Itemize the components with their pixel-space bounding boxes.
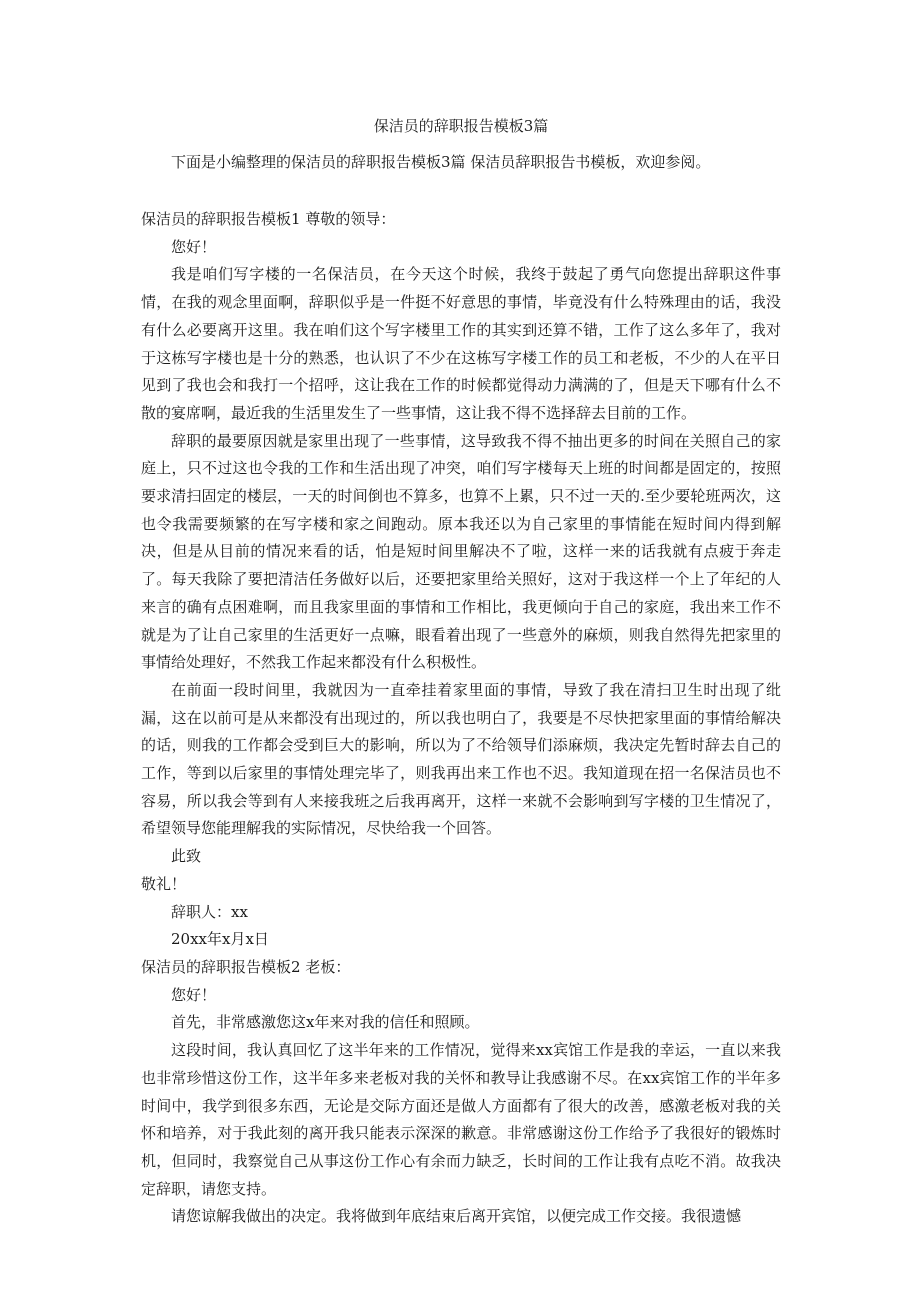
letter1-paragraph: 我是咱们写字楼的一名保洁员，在今天这个时候，我终于鼓起了勇气向您提出辞职这件事情，在我的观念里面啊，辞职似乎是一件挺不好意思的事情，毕竟没有什么特殊理由的话，我没有什么必要离开这里。我在咱们这个写字楼里工作的其实到还算不错，工作了这么多年了，我对于这栋写字楼也是十分的熟悉，也认识了不少在这栋写字楼工作的员工和老板，不少的人在平日见到了我也会和我打一个招呼，这让我在工作的时候都觉得动力满满的了，但是天下哪有什么不散的宴席啊，最近我的生活里发生了一些事情，这让我不得不选择辞去目前的工作。 xyxy=(141,265,781,422)
letter1-closing: 此致 xyxy=(171,847,202,866)
letter1-signer: 辞职人：xx xyxy=(171,902,248,921)
letter2-paragraph: 请您谅解我做出的决定。我将做到年底结束后离开宾馆，以便完成工作交接。我很遗憾 xyxy=(171,1207,742,1226)
letter2-paragraph: 首先，非常感激您这x年来对我的信任和照顾。 xyxy=(171,1013,480,1032)
letter1-paragraph: 在前面一段时间里，我就因为一直牵挂着家里面的事情，导致了我在清扫卫生时出现了纰漏，这在以前可是从来都没有出现过的，所以我也明白了，我要是不尽快把家里面的事情给解决的话，则我的工作都会受到巨大的影响，所以为了不给领导们添麻烦，我决定先暂时辞去自己的工作，等到以后家里的事情处理完毕了，则我再出来工作也不迟。我知道现在招一名保洁员也不容易，所以我会等到有人来接我班之后我再离开，这样一来就不会影响到写字楼的卫生情况了，希望领导您能理解我的实际情况，尽快给我一个回答。 xyxy=(141,680,781,838)
intro-paragraph: 下面是小编整理的保洁员的辞职报告模板3篇 保洁员辞职报告书模板，欢迎参阅。 xyxy=(171,153,711,171)
document-page xyxy=(141,108,781,1231)
letter1-date: 20xx年x月x日 xyxy=(171,930,269,949)
letter1-salute: 敬礼！ xyxy=(141,874,187,893)
letter2-heading: 保洁员的辞职报告模板2 老板： xyxy=(141,957,351,976)
letter2-paragraph: 这段时间，我认真回忆了这半年来的工作情况，觉得来xx宾馆工作是我的幸运，一直以来我也非常珍惜这份工作，这半年多来老板对我的关怀和教导让我感谢不尽。在xx宾馆工作的半年多时间中，我学到很多东西，无论是交际方面还是做人方面都有了很大的改善，感激老板对我的关怀和培养，对于我此刻的离开我只能表示深深的歉意。非常感谢这份工作给予了我很好的锻炼时机，但同时，我察觉自己从事这份工作心有余而力缺乏，长时间的工作让我有点吃不消。故我决定辞职，请您支持。 xyxy=(141,1041,781,1198)
document-title: 保洁员的辞职报告模板3篇 xyxy=(373,117,549,135)
letter1-heading: 保洁员的辞职报告模板1 尊敬的领导： xyxy=(141,210,396,228)
letter1-paragraph: 辞职的最要原因就是家里出现了一些事情，这导致我不得不抽出更多的时间在关照自己的家庭上，只不过这也令我的工作和生活出现了冲突，咱们写字楼每天上班的时间都是固定的，按照要求清扫固定的楼层，一天的时间倒也不算多，也算不上累，只不过一天的.至少要轮班两次，这也令我需要频繁的在写字楼和家之间跑动。原本我还以为自己家里的事情能在短时间内得到解决，但是从目前的情况来看的话，怕是短时间里解决不了啦，这样一来的话我就有点疲于奔走了。每天我除了要把清洁任务做好以后，还要把家里给关照好，这对于我这样一个上了年纪的人来言的确有点困难啊，而且我家里面的事情和工作相比，我更倾向于自己的家庭，我出来工作不就是为了让自己家里的生活更好一点嘛，眼看着出现了一些意外的麻烦，则我自然得先把家里的事情给处理好，不然我工作起来都没有什么积极性。 xyxy=(141,431,781,672)
letter2-greeting: 您好！ xyxy=(171,985,217,1004)
letter1-greeting: 您好！ xyxy=(171,237,217,256)
